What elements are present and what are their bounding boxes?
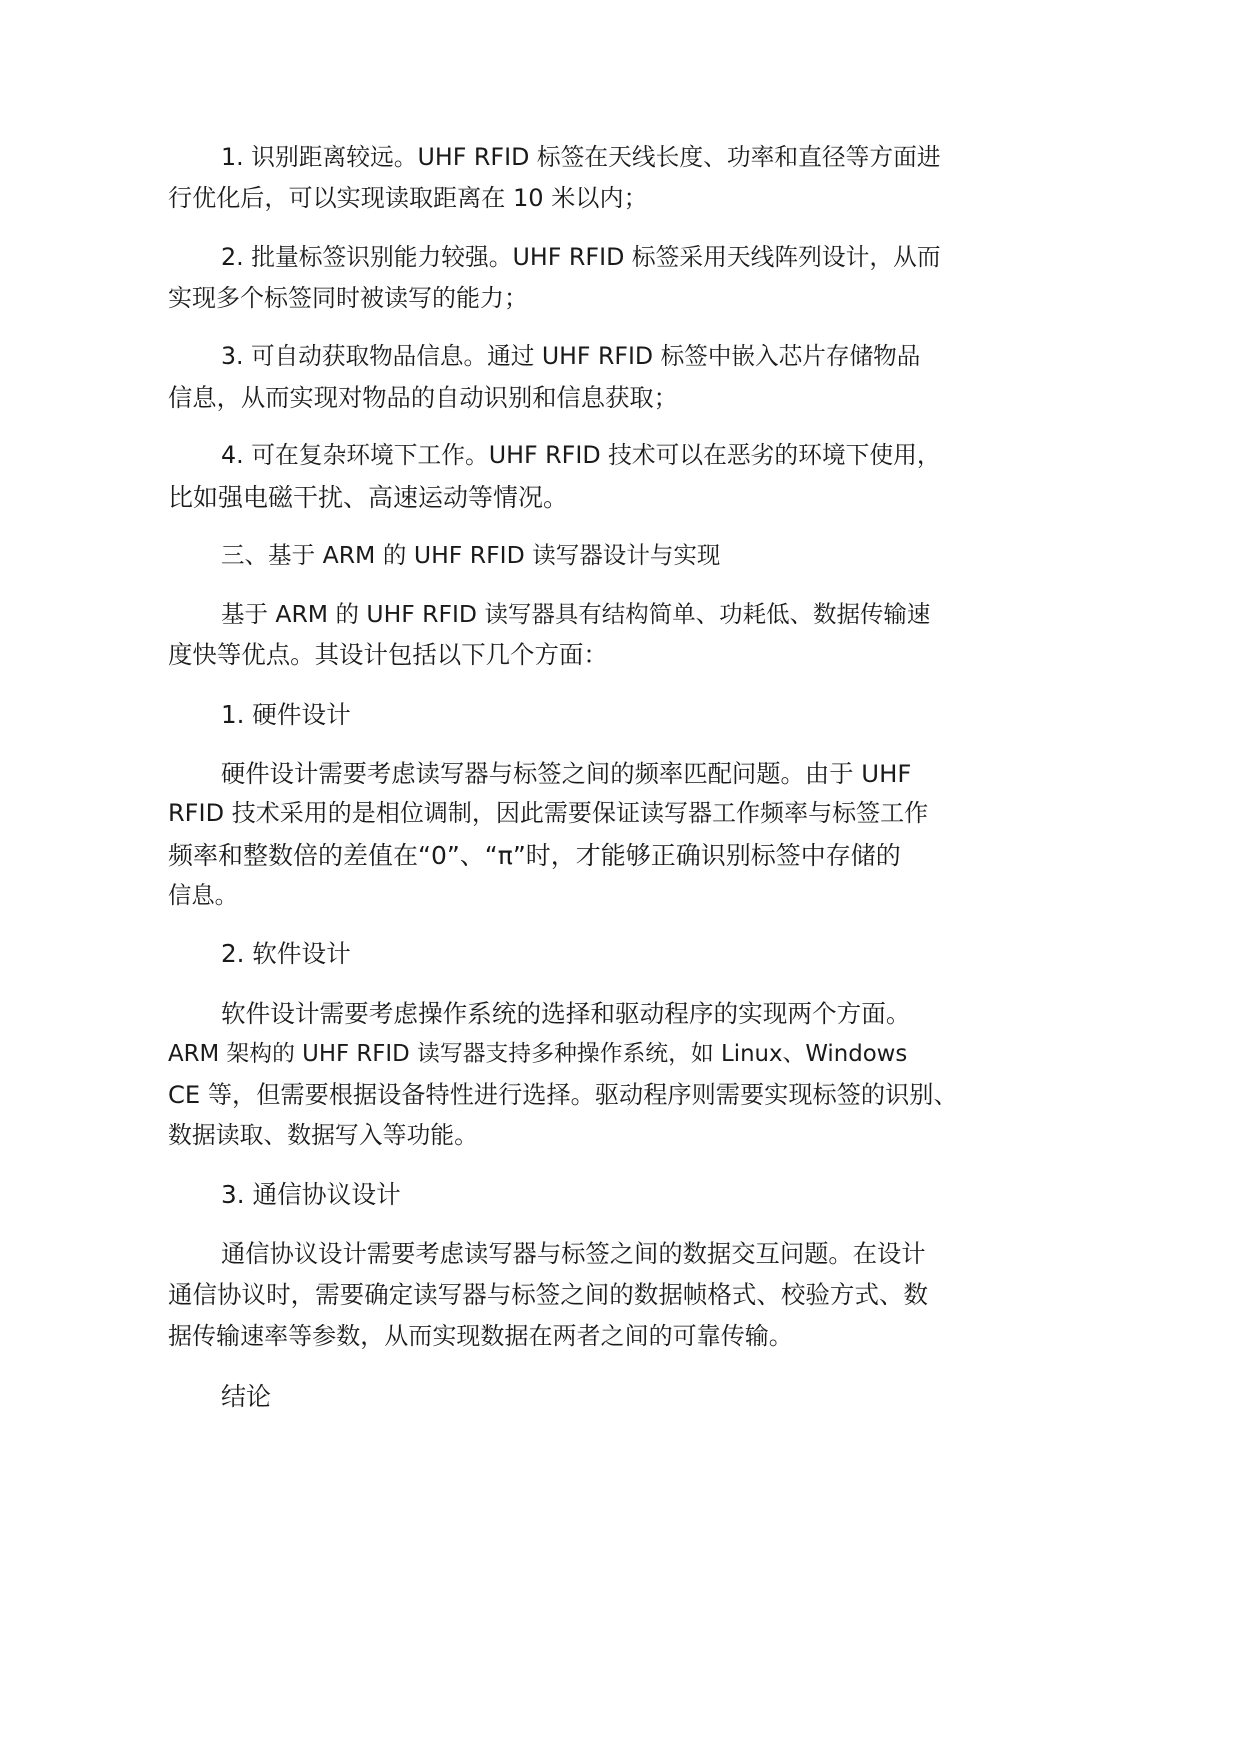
paragraph-3-line-1: 3. 可自动获取物品信息。通过 UHF RFID 标签中嵌入芯片存储物品 <box>221 342 921 370</box>
paragraph-1-line-2: 行优化后，可以实现读取距离在 10 米以内； <box>168 184 648 212</box>
paragraph-6-line-2: RFID 技术采用的是相位调制，因此需要保证读写器工作频率与标签工作 <box>168 799 929 827</box>
paragraph-7-line-1: 软件设计需要考虑操作系统的选择和驱动程序的实现两个方面。 <box>221 999 911 1028</box>
paragraph-5-line-1: 基于 ARM 的 UHF RFID 读写器具有结构简单、功耗低、数据传输速 <box>221 600 931 628</box>
subsection-software: 2. 软件设计 <box>221 939 351 968</box>
subsection-protocol: 3. 通信协议设计 <box>221 1180 401 1209</box>
paragraph-4-line-2: 比如强电磁干扰、高速运动等情况。 <box>168 483 569 512</box>
paragraph-6-line-4: 信息。 <box>168 881 238 909</box>
paragraph-1-line-1: 1. 识别距离较远。UHF RFID 标签在天线长度、功率和直径等方面进 <box>221 143 941 171</box>
conclusion-heading: 结论 <box>221 1382 272 1411</box>
section-heading: 三、基于 ARM 的 UHF RFID 读写器设计与实现 <box>221 541 721 569</box>
paragraph-2-line-2: 实现多个标签同时被读写的能力； <box>168 284 528 312</box>
paragraph-8-line-3: 据传输速率等参数，从而实现数据在两者之间的可靠传输。 <box>168 1322 793 1350</box>
paragraph-7-line-4: 数据读取、数据写入等功能。 <box>168 1121 478 1149</box>
paragraph-3-line-2: 信息，从而实现对物品的自动识别和信息获取； <box>168 383 678 412</box>
paragraph-8-line-1: 通信协议设计需要考虑读写器与标签之间的数据交互问题。在设计 <box>221 1239 926 1268</box>
paragraph-6-line-1: 硬件设计需要考虑读写器与标签之间的频率匹配问题。由于 UHF <box>221 759 912 788</box>
paragraph-5-line-2: 度快等优点。其设计包括以下几个方面： <box>168 640 608 669</box>
paragraph-4-line-1: 4. 可在复杂环境下工作。UHF RFID 技术可以在恶劣的环境下使用， <box>221 441 941 469</box>
paragraph-8-line-2: 通信协议时，需要确定读写器与标签之间的数据帧格式、校验方式、数 <box>168 1280 928 1309</box>
paragraph-7-line-3: CE 等，但需要根据设备特性进行选择。驱动程序则需要实现标签的识别、 <box>168 1081 958 1109</box>
paragraph-7-line-2: ARM 架构的 UHF RFID 读写器支持多种操作系统，如 Linux、Windows <box>168 1041 908 1067</box>
paragraph-6-line-3: 频率和整数倍的差值在“0”、“π”时，才能够正确识别标签中存储的 <box>168 841 901 870</box>
paragraph-2-line-1: 2. 批量标签识别能力较强。UHF RFID 标签采用天线阵列设计，从而 <box>221 243 941 271</box>
subsection-hardware: 1. 硬件设计 <box>221 700 351 729</box>
